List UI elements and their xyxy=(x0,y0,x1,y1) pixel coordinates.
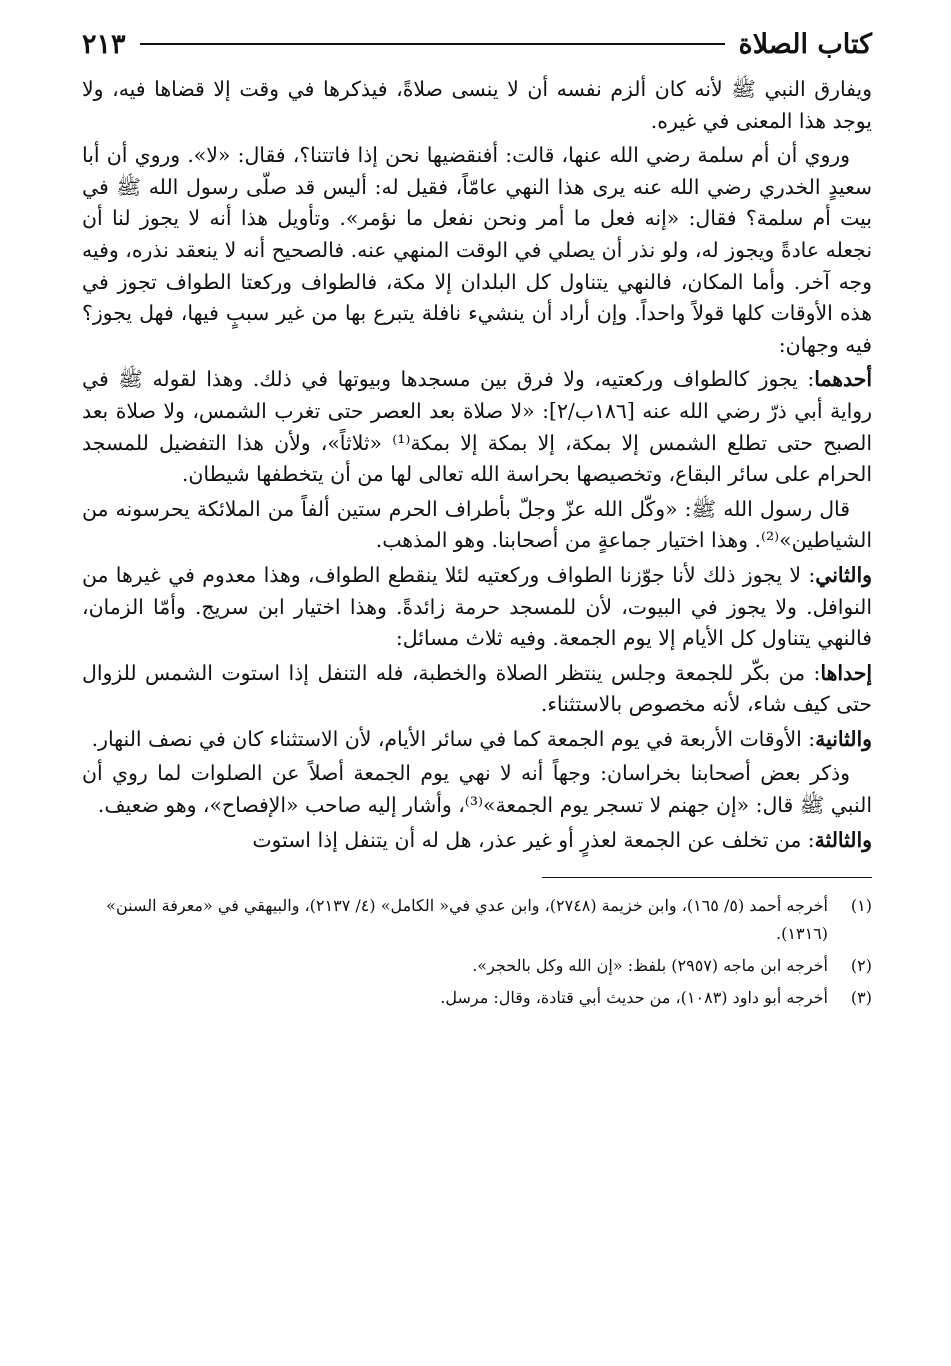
footnote-text: أخرجه أبو داود (١٠٨٣)، من حديث أبي قتادة، وقال: مرسل. xyxy=(440,988,828,1008)
book-page xyxy=(82,22,872,1322)
footnotes xyxy=(82,892,872,1012)
footnote-number: (١) xyxy=(850,896,872,916)
paragraph-lead: أحدهما xyxy=(814,367,872,392)
book-title: كتاب الصلاة xyxy=(738,28,872,60)
footnote xyxy=(82,984,872,1012)
paragraph-lead: والثانية xyxy=(815,726,872,751)
footnote xyxy=(82,952,872,980)
paragraph: والثانية: الأوقات الأربعة في يوم الجمعة كما في سائر الأيام، لأن الاستثناء كان في نصف النهار. xyxy=(91,726,872,751)
footnote-separator-wrap xyxy=(82,859,872,892)
paragraph: والثالثة: من تخلف عن الجمعة لعذرٍ أو غير عذر، هل له أن يتنفل إذا استوت xyxy=(252,827,872,852)
footnote xyxy=(82,892,872,948)
paragraph: والثاني: لا يجوز ذلك لأنا جوّزنا الطواف وركعتيه لئلا ينقطع الطواف، وهذا معدوم في غيرها من النوافل. ولا يجوز في البيوت، لأن للمسجد حرمة زائدةً. وهذا اختيار ابن سريج. وأمّا الزمان، فالنهي يتناول كل الأيام إلا يوم الجمعة. وفيه ثلاث مسائل: xyxy=(82,562,872,651)
paragraph: أحدهما: يجوز كالطواف وركعتيه، ولا فرق بين مسجدها وبيوتها في ذلك. وهذا لقوله ﷺ في رواية أبي ذرّ رضي الله عنه [١٨٦ب/٢]: «لا صلاة بعد العصر حتى تغرب الشمس، ولا صلاة بعد الصبح حتى تطلع الشمس إلا بمكة، إلا بمكة إلا بمكة⁽¹⁾ «ثلاثاً»، ولأن هذا التفضيل للمسجد الحرام على سائر البقاع، وتخصيصها بحراسة الله تعالى لها من أن يتخطفها شيطان. xyxy=(82,367,872,487)
footnote-number: (٣) xyxy=(850,988,872,1008)
header-rule xyxy=(140,43,725,45)
paragraph: قال رسول الله ﷺ: «وكّل الله عزّ وجلّ بأطراف الحرم ستين ألفاً من الملائكة يحرسونه من الشياطين»⁽²⁾. وهذا اختيار جماعةٍ من أصحابنا. وهو المذهب. xyxy=(82,496,872,553)
paragraph-lead: والثالثة xyxy=(814,827,872,852)
paragraph: وذكر بعض أصحابنا بخراسان: وجهاً أنه لا نهي يوم الجمعة أصلاً عن الصلوات لما روي أن النبي ﷺ قال: «إن جهنم لا تسجر يوم الجمعة»⁽³⁾، وأشار إليه صاحب «الإفصاح»، وهو ضعيف. xyxy=(82,761,872,818)
footnote-text: أخرجه أحمد (٥/ ١٦٥)، وابن خزيمة (٢٧٤٨)، وابن عدي في« الكامل» (٤/ ٢١٣٧)، والبيهقي في «معرفة السنن» (١٣١٦). xyxy=(106,896,828,944)
paragraph: ويفارق النبي ﷺ لأنه كان ألزم نفسه أن لا ينسى صلاةً، فيذكرها في وقت إلا قضاها فيه، ولا يوجد هذا المعنى في غيره. xyxy=(82,77,872,133)
page-number: ٢١٣ xyxy=(82,28,126,60)
footnote-separator xyxy=(542,877,872,878)
paragraph-lead: إحداها xyxy=(820,660,872,685)
paragraph: إحداها: من بكّر للجمعة وجلس ينتظر الصلاة والخطبة، فله التنفل إذا استوت الشمس للزوال حتى كيف شاء، لأنه مخصوص بالاستثناء. xyxy=(82,660,872,717)
paragraph: وروي أن أم سلمة رضي الله عنها، قالت: أفنقضيها نحن إذا فاتتنا؟، فقال: «لا». وروي أن أبا سعيدٍ الخدري رضي الله عنه يرى هذا النهي عامّاً، فقيل له: أليس قد صلّى رسول الله ﷺ في بيت أم سلمة؟ فقال: «إنه فعل ما أمر ونحن نفعل ما نؤمر». وتأويل هذا أنه لا يجوز لنا أن نجعله عادةً ويجوز له، ولو نذر أن يصلي في الوقت المنهي عنه. فالصحيح أنه لا ينعقد نذره، وفيه وجه آخر. وأما المكان، فالنهي يتناول كل البلدان إلا مكة، فالطواف وركعتا الطواف تجوز في هذه الأوقات كلها قولاً واحداً. وإن أراد أن ينشيء نافلة يتبرع بها من غير سببٍ فيها، فهل يجوز؟ فيه وجهان: xyxy=(82,143,872,357)
main-text xyxy=(82,74,872,856)
footnote-number: (٢) xyxy=(850,956,872,976)
paragraph-lead: والثاني xyxy=(815,562,872,587)
footnote-text: أخرجه ابن ماجه (٢٩٥٧) بلفظ: «إن الله وكل بالحجر». xyxy=(472,956,828,976)
page-header xyxy=(82,22,872,66)
